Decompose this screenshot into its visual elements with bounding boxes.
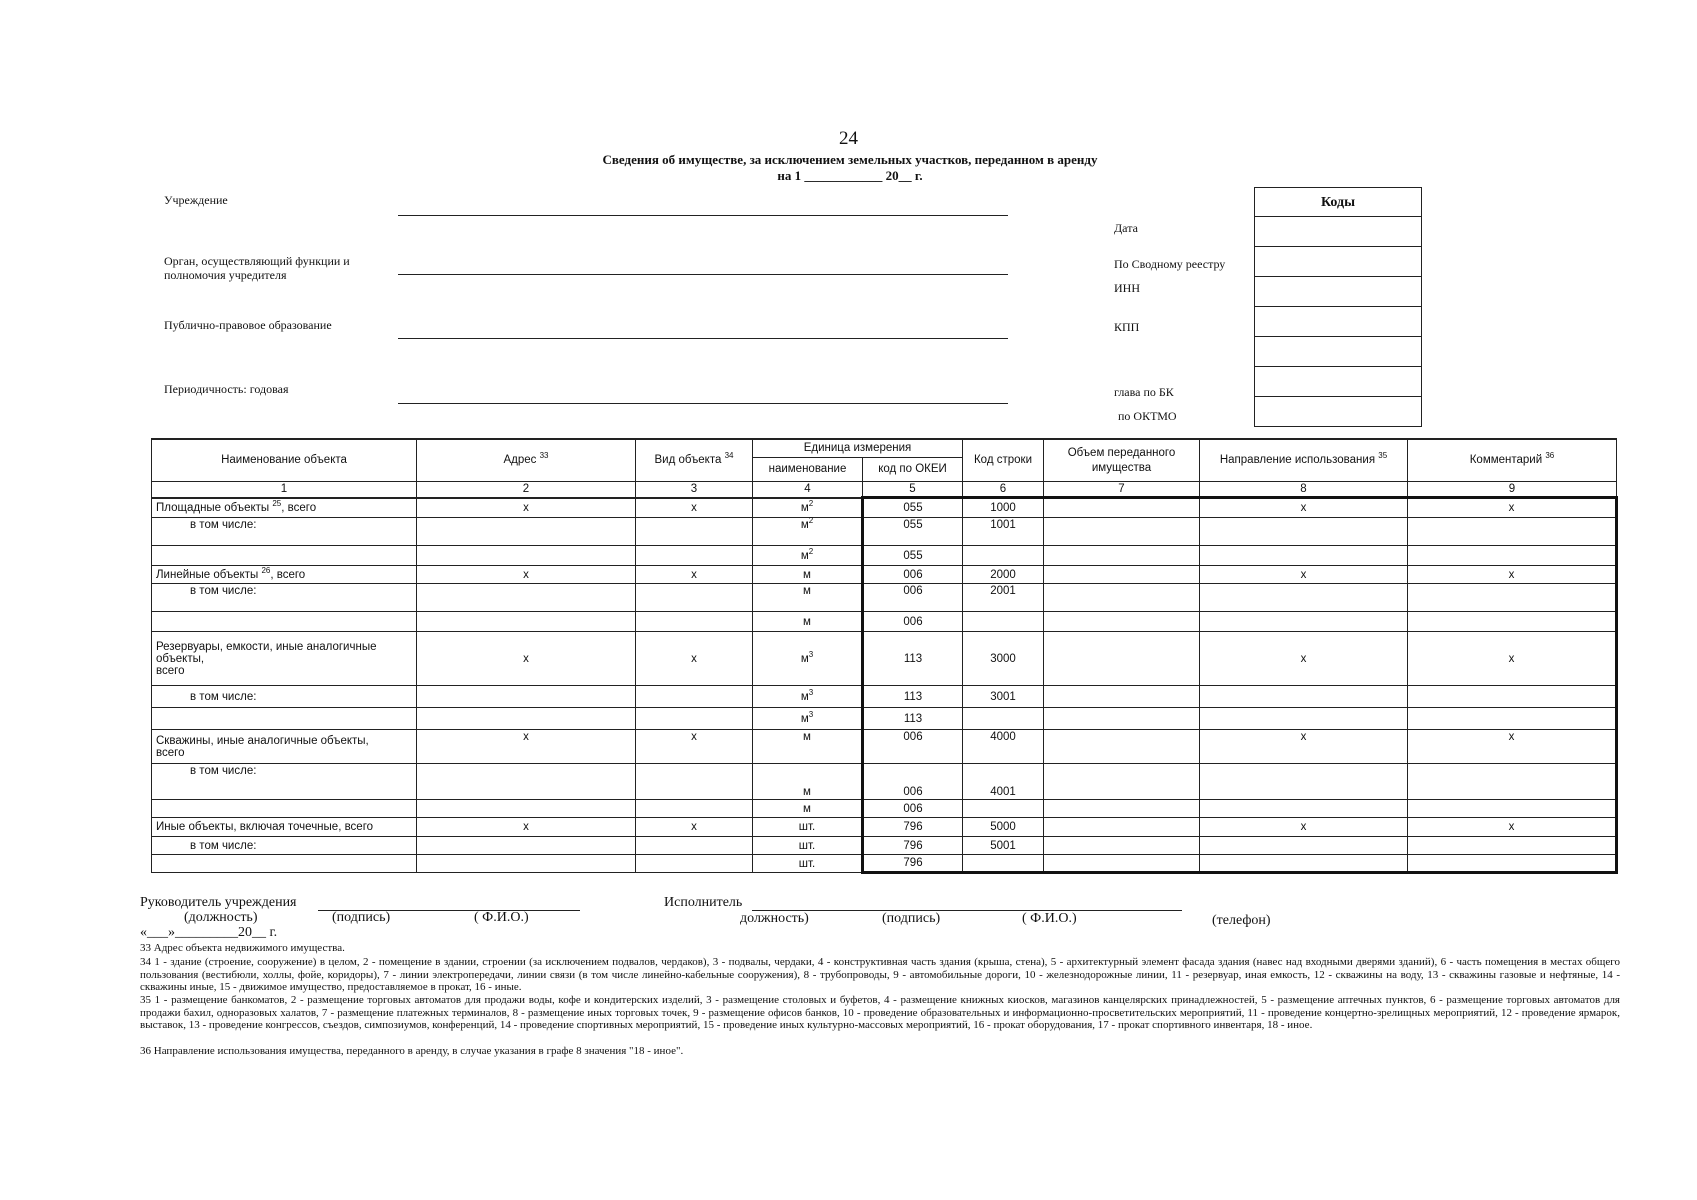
row-code-cell: 3001 (963, 686, 1044, 708)
codes-date-label: Дата (1114, 221, 1138, 235)
institution-label: Учреждение (164, 193, 228, 207)
executor-fio-caption: ( Ф.И.О.) (1022, 911, 1077, 926)
row-code-cell: 2000 (963, 566, 1044, 584)
property-table (151, 438, 1618, 874)
okei-cell: 113 (863, 708, 963, 730)
report-date-line: на 1 ____________ 20__ г. (777, 168, 923, 183)
comment-input[interactable] (1408, 837, 1617, 855)
head-label: Руководитель учреждения (140, 895, 297, 910)
codes-inn-label: ИНН (1114, 281, 1140, 295)
public-entity-field[interactable] (398, 338, 1008, 339)
row-name-other: Иные объекты, включая точечные, всего (152, 818, 417, 837)
x-mark: x (417, 818, 636, 837)
table-row (152, 584, 1617, 612)
x-mark: x (1200, 498, 1408, 518)
col-header-object-type: Вид объекта $^{34}$ (636, 439, 753, 482)
executor-signature-line[interactable] (752, 910, 1182, 911)
footnote-35: 35 1 - размещение банкоматов, 2 - размещение торговых автоматов для продажи воды, кофе и кондитерских изделий, 3 - размещение столовых и буфетов, 4 - размещение книжных киосков, магазинов канцелярских принадлежностей, 5 - размещение аптечных пунктов, 6 - размещение торговых автоматов для продажи бахил, одноразовых халатов, 7 - размещение платежных терминалов, 8 - размещение иных торговых точек, 9 - размещение офисов банков, 10 - проведение образовательных и информационно-просветительских мероприятий, 11 - проведение концертно-зрелищных мероприятий, 12 - проведение ярмарок, выставок, 13 - проведение конгрессов, съездов, симпозиумов, конференций, 14 - проведение спортивных мероприятий, 15 - проведение иных культурно-массовых мероприятий, 16 - прокат оборудования, 17 - прокат спортивного инвентаря, 18 - иное. (140, 994, 1620, 1031)
unit-cell: $м^2$ (753, 518, 863, 546)
volume-input[interactable] (1044, 686, 1200, 708)
col-number: 5 (863, 482, 963, 498)
row-name-tanks: Резервуары, емкости, иные аналогичные объекты, всего (152, 632, 417, 686)
executor-signature-caption: (подпись) (882, 911, 941, 926)
x-mark: x (1408, 632, 1617, 686)
unit-cell: м (753, 584, 863, 612)
okei-cell: 113 (863, 632, 963, 686)
col-number: 8 (1200, 482, 1408, 498)
unit-cell: шт. (753, 818, 863, 837)
x-mark: x (636, 818, 753, 837)
col-number: 4 (753, 482, 863, 498)
address-input[interactable] (417, 764, 636, 800)
okei-cell: 055 (863, 518, 963, 546)
object-type-input[interactable] (636, 612, 753, 632)
col-number: 2 (417, 482, 636, 498)
public-entity-label: Публично-правовое образование (164, 318, 332, 332)
comment-input[interactable] (1408, 584, 1617, 612)
code-oktmo-cell[interactable] (1255, 396, 1421, 426)
object-type-input[interactable] (636, 518, 753, 546)
signature-caption: (подпись) (332, 910, 391, 925)
comment-input[interactable] (1408, 546, 1617, 566)
row-code-cell: 1001 (963, 518, 1044, 546)
founder-body-field[interactable] (398, 274, 1008, 275)
address-input[interactable] (417, 708, 636, 730)
row-in-total: в том числе: (152, 584, 417, 612)
x-mark: x (636, 498, 753, 518)
x-mark: x (1200, 730, 1408, 764)
unit-cell: м (753, 764, 863, 800)
x-mark: x (1408, 730, 1617, 764)
periodicity-field (398, 403, 1008, 404)
row-code-cell: 4001 (963, 764, 1044, 800)
okei-cell: 006 (863, 800, 963, 818)
executor-label: Исполнитель (664, 895, 743, 910)
x-mark: x (417, 566, 636, 584)
x-mark: x (1200, 818, 1408, 837)
table-row (152, 764, 1617, 800)
periodicity-label: Периодичность: годовая (164, 382, 289, 396)
col-number: 6 (963, 482, 1044, 498)
usage-input[interactable] (1200, 837, 1408, 855)
table-row (152, 498, 1617, 518)
code-registry-cell[interactable] (1255, 246, 1421, 276)
page-number: 24 (839, 128, 858, 149)
unit-cell: $м^3$ (753, 686, 863, 708)
row-name-wells: Скважины, иные аналогичные объекты, всего (152, 730, 417, 764)
row-in-total: в том числе: (152, 764, 417, 800)
table-row (152, 632, 1617, 686)
usage-input[interactable] (1200, 546, 1408, 566)
usage-input[interactable] (1200, 800, 1408, 818)
table-row (152, 800, 1617, 818)
executor-position-caption: должность) (740, 911, 809, 926)
row-code-input[interactable] (963, 800, 1044, 818)
object-type-input[interactable] (636, 546, 753, 566)
comment-input[interactable] (1408, 612, 1617, 632)
table-row (152, 708, 1617, 730)
col-header-unit-okei: код по ОКЕИ (863, 458, 963, 482)
name-input[interactable] (152, 708, 417, 730)
x-mark: x (636, 632, 753, 686)
x-mark: x (1408, 818, 1617, 837)
comment-input[interactable] (1408, 518, 1617, 546)
form-title: Сведения об имуществе, за исключением земельных участков, переданном в аренду (602, 152, 1098, 167)
address-input[interactable] (417, 546, 636, 566)
okei-cell: 006 (863, 730, 963, 764)
volume-input[interactable] (1044, 632, 1200, 686)
address-input[interactable] (417, 686, 636, 708)
footnote-33: 33 Адрес объекта недвижимого имущества. (140, 942, 345, 954)
x-mark: x (417, 730, 636, 764)
volume-input[interactable] (1044, 612, 1200, 632)
col-header-comment: Комментарий $^{36}$ (1408, 439, 1617, 482)
okei-cell: 006 (863, 764, 963, 800)
row-code-cell: 5000 (963, 818, 1044, 837)
code-kpp-cell[interactable] (1255, 306, 1421, 336)
codes-registry-label: По Сводному реестру (1114, 257, 1226, 271)
unit-cell: $м^3$ (753, 708, 863, 730)
usage-input[interactable] (1200, 686, 1408, 708)
volume-input[interactable] (1044, 818, 1200, 837)
row-code-cell: 4000 (963, 730, 1044, 764)
usage-input[interactable] (1200, 855, 1408, 873)
codes-oktmo-label: по ОКТМО (1118, 409, 1177, 423)
usage-input[interactable] (1200, 584, 1408, 612)
x-mark: x (1200, 632, 1408, 686)
volume-input[interactable] (1044, 800, 1200, 818)
row-name-area: Площадные объекты $^{25}$, всего (152, 498, 417, 518)
name-input[interactable] (152, 546, 417, 566)
signature-date: «___»_________20__ г. (140, 925, 278, 940)
okei-cell: 055 (863, 546, 963, 566)
name-input[interactable] (152, 612, 417, 632)
codes-title: Коды (1320, 195, 1356, 210)
volume-input[interactable] (1044, 518, 1200, 546)
row-code-input[interactable] (963, 855, 1044, 873)
row-code-cell: 2001 (963, 584, 1044, 612)
comment-input[interactable] (1408, 764, 1617, 800)
col-header-name: Наименование объекта (152, 439, 417, 482)
okei-cell: 113 (863, 686, 963, 708)
row-in-total: в том числе: (152, 518, 417, 546)
unit-cell: шт. (753, 837, 863, 855)
table-row (152, 686, 1617, 708)
row-code-input[interactable] (963, 708, 1044, 730)
object-type-input[interactable] (636, 686, 753, 708)
unit-cell: $м^3$ (753, 632, 863, 686)
row-code-cell: 1000 (963, 498, 1044, 518)
table-row (152, 837, 1617, 855)
object-type-input[interactable] (636, 764, 753, 800)
usage-input[interactable] (1200, 708, 1408, 730)
object-type-input[interactable] (636, 708, 753, 730)
table-row (152, 518, 1617, 546)
volume-input[interactable] (1044, 708, 1200, 730)
comment-input[interactable] (1408, 686, 1617, 708)
name-input[interactable] (152, 855, 417, 873)
row-in-total: в том числе: (152, 686, 417, 708)
row-code-cell: 5001 (963, 837, 1044, 855)
fio-caption: ( Ф.И.О.) (474, 910, 529, 925)
codes-box (1254, 187, 1422, 427)
volume-input[interactable] (1044, 546, 1200, 566)
address-input[interactable] (417, 837, 636, 855)
codes-kpp-label: КПП (1114, 320, 1140, 334)
institution-field[interactable] (398, 215, 1008, 216)
table-row (152, 566, 1617, 584)
okei-cell: 796 (863, 818, 963, 837)
volume-input[interactable] (1044, 566, 1200, 584)
object-type-input[interactable] (636, 800, 753, 818)
okei-cell: 006 (863, 584, 963, 612)
unit-cell: м (753, 566, 863, 584)
table-row (152, 546, 1617, 566)
object-type-input[interactable] (636, 855, 753, 873)
okei-cell: 055 (863, 498, 963, 518)
address-input[interactable] (417, 800, 636, 818)
footnote-36: 36 Направление использования имущества, переданного в аренду, в случае указания в графе 8 значения "18 - иное". (140, 1045, 684, 1057)
object-type-input[interactable] (636, 837, 753, 855)
volume-input[interactable] (1044, 764, 1200, 800)
footnote-34: 34 1 - здание (строение, сооружение) в целом, 2 - помещение в здании, строении (за исключением подвалов, чердаков), 3 - подвалы, чердаки, 4 - конструктивная часть здания (крыша, стена), 5 - архитектурный элемент фасада здания (навес над входными дверями зданий), 6 - часть помещения в местах общего пользования (вестибюли, холлы, фойе, коридоры), 7 - линии электропередачи, линии связи (в том числе линейно-кабельные сооружения), 8 - трубопроводы, 9 - автомобильные дороги, 10 - железнодорожные линии, 11 - резервуар, иная емкость, 12 - скважины на воду, 13 - скважины газовые и нефтяные, 14 - скважины иные, 15 - движимое имущество, предоставляемое в прокат, 16 - иные. (140, 956, 1620, 993)
volume-input[interactable] (1044, 584, 1200, 612)
code-inn-cell[interactable] (1255, 276, 1421, 306)
x-mark: x (636, 730, 753, 764)
unit-cell: шт. (753, 855, 863, 873)
unit-cell: м (753, 800, 863, 818)
col-header-unit: Единица измерения (753, 439, 963, 458)
table-row (152, 730, 1617, 764)
x-mark: x (636, 566, 753, 584)
unit-cell: $м^2$ (753, 546, 863, 566)
col-header-volume: Объем переданного имущества (1044, 439, 1200, 482)
codes-bk-label: глава по БК (1114, 385, 1174, 399)
address-input[interactable] (417, 855, 636, 873)
col-header-row-code: Код строки (963, 439, 1044, 482)
volume-input[interactable] (1044, 498, 1200, 518)
founder-body-label-line2: полномочия учредителя (164, 268, 287, 282)
okei-cell: 796 (863, 837, 963, 855)
address-input[interactable] (417, 518, 636, 546)
x-mark: x (1408, 498, 1617, 518)
col-number: 3 (636, 482, 753, 498)
code-bk-cell[interactable] (1255, 366, 1421, 396)
comment-input[interactable] (1408, 855, 1617, 873)
col-header-unit-name: наименование (753, 458, 863, 482)
code-extra-cell[interactable] (1255, 336, 1421, 366)
unit-cell: м (753, 612, 863, 632)
volume-input[interactable] (1044, 855, 1200, 873)
x-mark: x (417, 498, 636, 518)
comment-input[interactable] (1408, 800, 1617, 818)
row-name-linear: Линейные объекты $^{26}$, всего (152, 566, 417, 584)
code-date-cell[interactable] (1255, 216, 1421, 246)
table-row (152, 818, 1617, 837)
object-type-input[interactable] (636, 584, 753, 612)
table-row (152, 855, 1617, 873)
col-header-usage: Направление использования $^{35}$ (1200, 439, 1408, 482)
row-code-cell: 3000 (963, 632, 1044, 686)
volume-input[interactable] (1044, 730, 1200, 764)
okei-cell: 796 (863, 855, 963, 873)
table-row (152, 612, 1617, 632)
usage-input[interactable] (1200, 518, 1408, 546)
x-mark: x (1200, 566, 1408, 584)
address-input[interactable] (417, 612, 636, 632)
position-caption: (должность) (184, 910, 258, 925)
address-input[interactable] (417, 584, 636, 612)
row-in-total: в том числе: (152, 837, 417, 855)
usage-input[interactable] (1200, 764, 1408, 800)
okei-cell: 006 (863, 566, 963, 584)
unit-cell: $м^2$ (753, 498, 863, 518)
col-number: 9 (1408, 482, 1617, 498)
col-header-address: Адрес $^{33}$ (417, 439, 636, 482)
founder-body-label-line1: Орган, осуществляющий функции и (164, 254, 350, 268)
x-mark: x (1408, 566, 1617, 584)
col-number: 7 (1044, 482, 1200, 498)
comment-input[interactable] (1408, 708, 1617, 730)
phone-caption: (телефон) (1212, 913, 1271, 928)
col-number: 1 (152, 482, 417, 498)
row-code-input[interactable] (963, 612, 1044, 632)
usage-input[interactable] (1200, 612, 1408, 632)
volume-input[interactable] (1044, 837, 1200, 855)
x-mark: x (417, 632, 636, 686)
unit-cell: м (753, 730, 863, 764)
okei-cell: 006 (863, 612, 963, 632)
row-code-input[interactable] (963, 546, 1044, 566)
name-input[interactable] (152, 800, 417, 818)
